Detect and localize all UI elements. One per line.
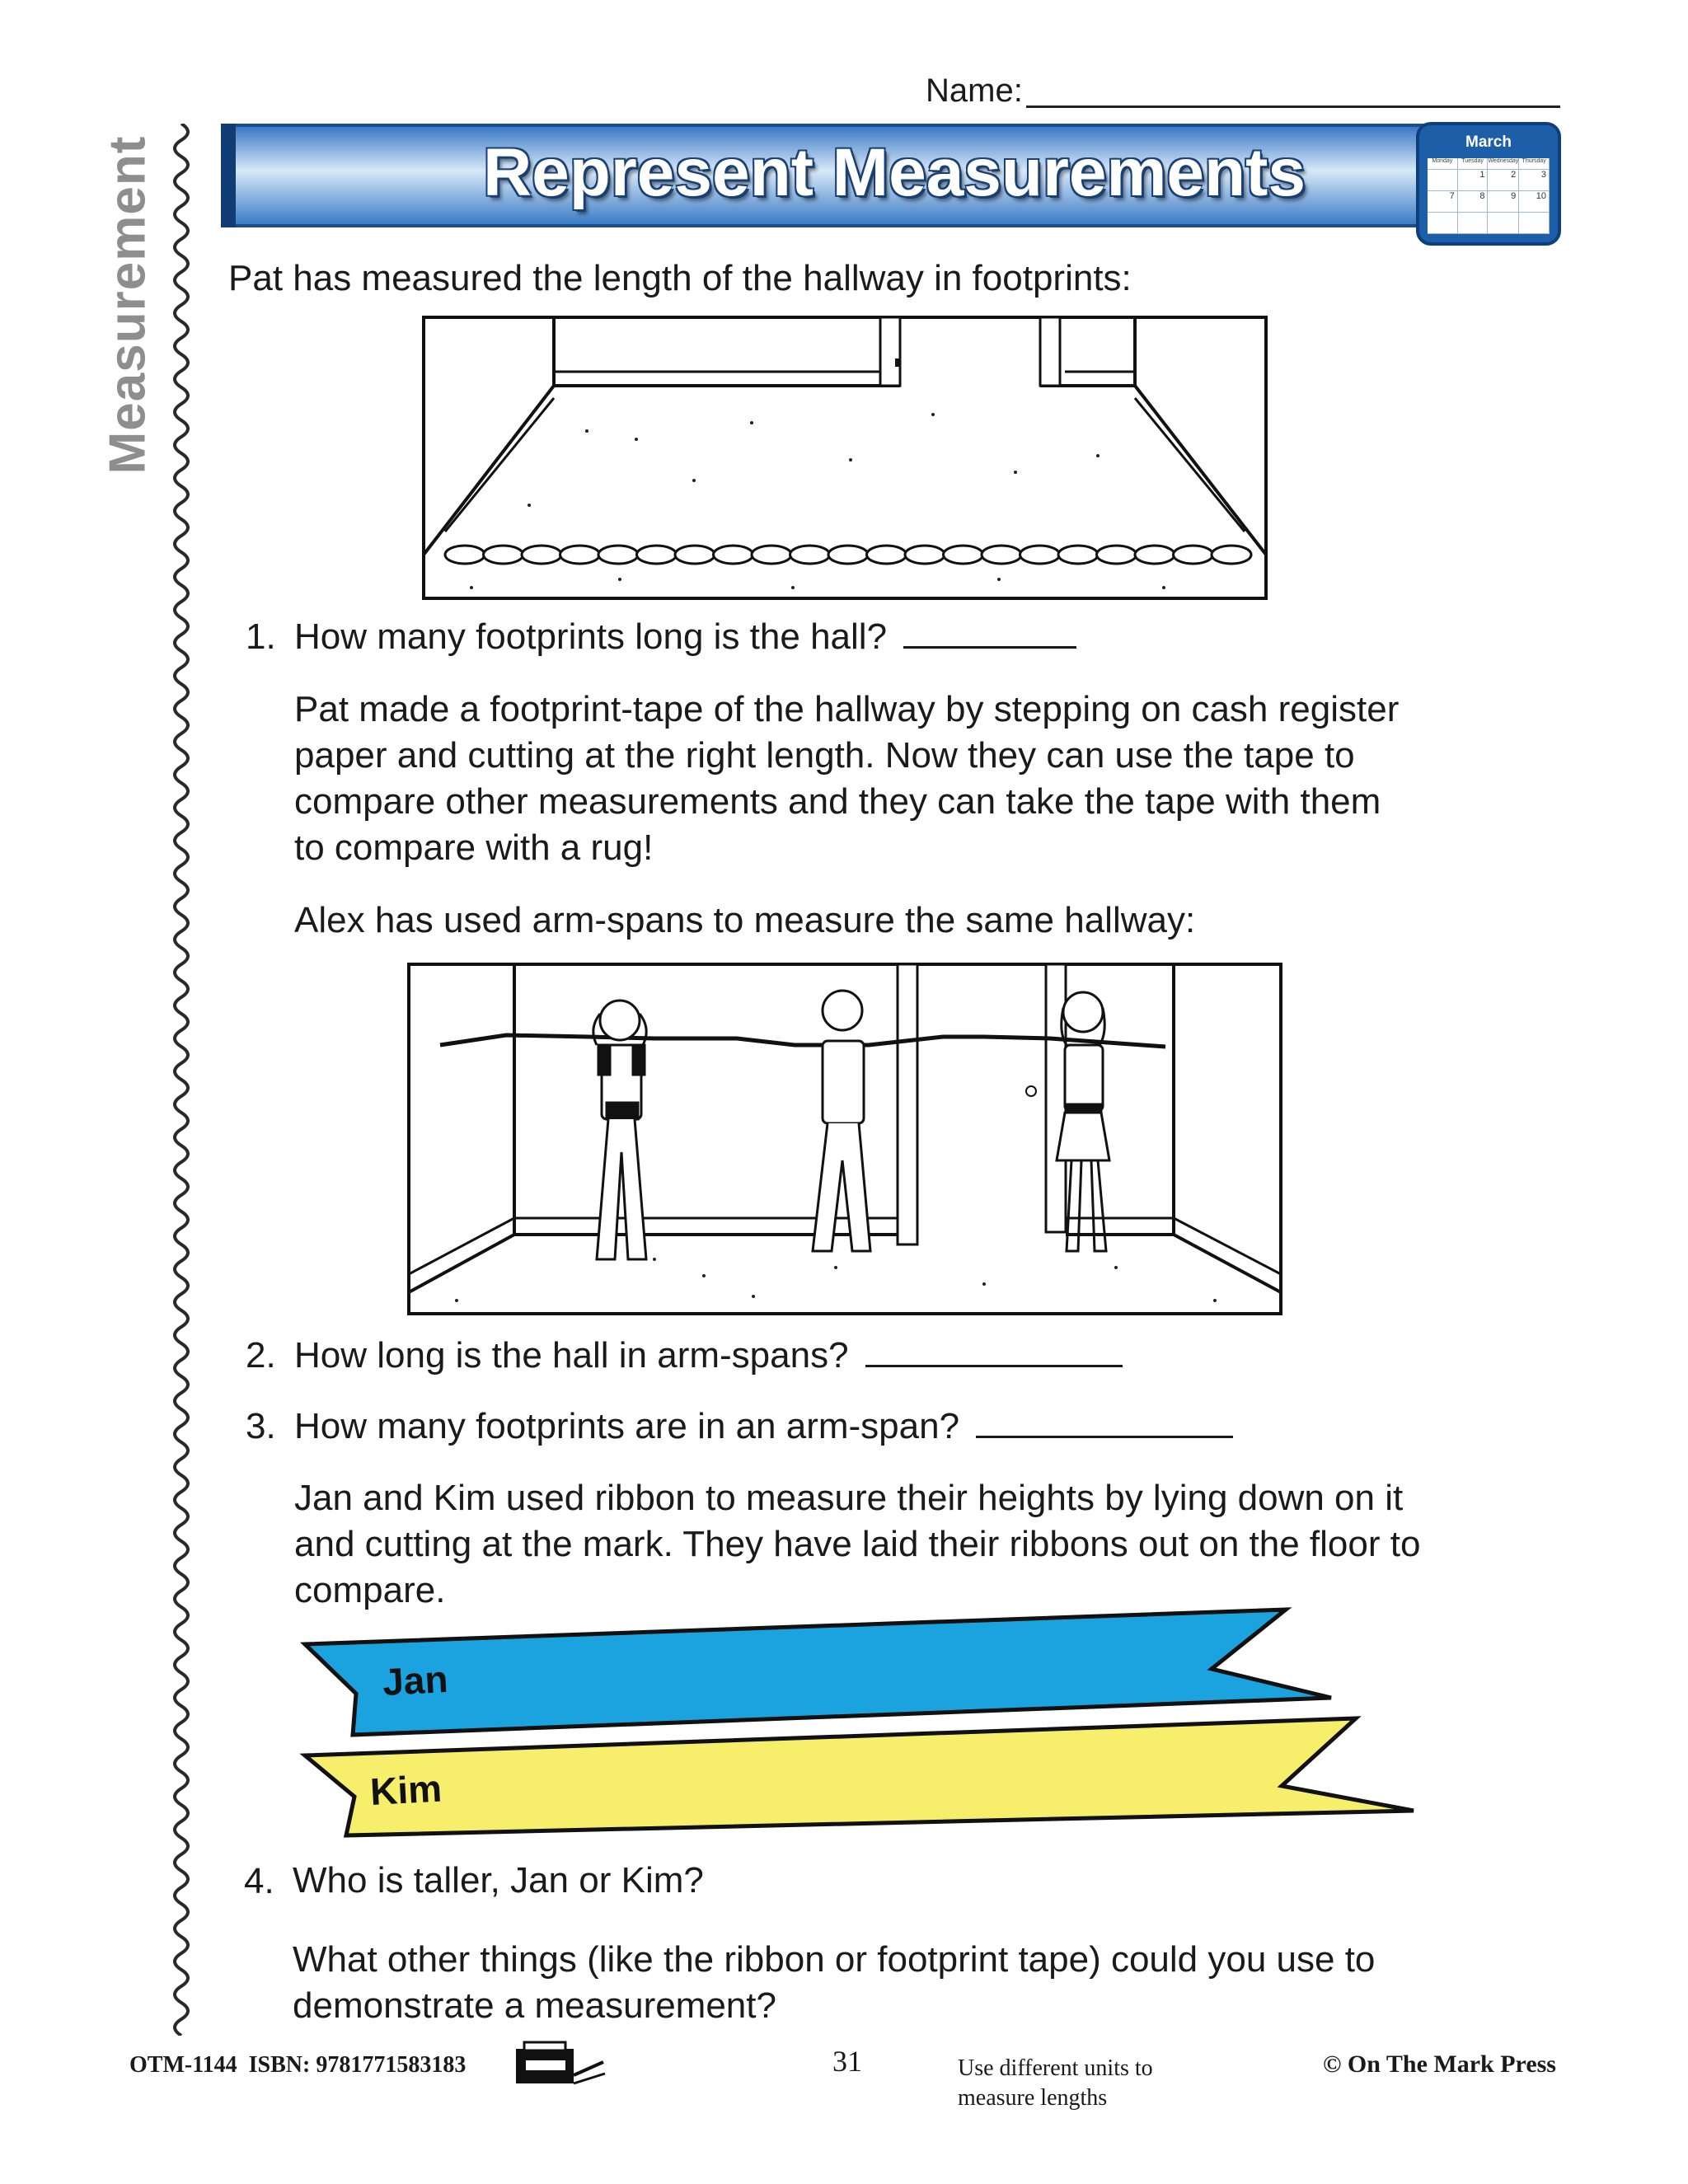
footprint xyxy=(637,546,677,564)
paragraph-footprint-tape xyxy=(294,687,1399,871)
question-1-text: How many footprints long is the hall? xyxy=(294,616,888,657)
photocopier-icon xyxy=(513,2037,612,2088)
footprint xyxy=(1097,546,1137,564)
footer-objective-line: measure lengths xyxy=(958,2085,1108,2111)
calendar-weekday: Monday xyxy=(1428,158,1458,170)
hallway-arm-spans-illustration xyxy=(407,963,1282,1315)
calendar-day: 9 xyxy=(1488,191,1519,213)
footprint xyxy=(522,546,561,564)
copyright: © On The Mark Press xyxy=(1323,2050,1556,2078)
calendar-day: 2 xyxy=(1488,170,1519,191)
footprint xyxy=(1212,546,1251,564)
name-label: Name: xyxy=(926,73,1023,109)
calendar-day xyxy=(1428,213,1458,234)
calendar-weekday: Tuesday xyxy=(1458,158,1489,170)
calendar-day: 1 xyxy=(1458,170,1489,191)
footprint xyxy=(790,546,830,564)
page-number: 31 xyxy=(832,2045,862,2078)
calendar-day xyxy=(1488,213,1519,234)
intro-text: Pat has measured the length of the hallway in footprints: xyxy=(228,258,1132,298)
calendar-grid xyxy=(1428,158,1550,234)
paragraph-line: and cutting at the mark. They have laid their ribbons out on the floor to xyxy=(294,1524,1421,1564)
footprint xyxy=(828,546,868,564)
kim-ribbon xyxy=(305,1718,1414,1835)
calendar-day xyxy=(1458,213,1489,234)
paragraph-line: demonstrate a measurement? xyxy=(293,1985,776,2026)
paragraph-line: What other things (like the ribbon or footprint tape) could you use to xyxy=(293,1939,1376,1980)
answer-3-blank[interactable] xyxy=(976,1403,1233,1438)
footprint xyxy=(675,546,715,564)
question-3-text: How many footprints are in an arm-span? xyxy=(294,1406,960,1446)
paragraph-line: compare. xyxy=(294,1570,446,1610)
paragraph-line: compare other measurements and they can take the tape with them xyxy=(294,781,1381,822)
calendar-day: 10 xyxy=(1519,191,1550,213)
paragraph-line: Jan and Kim used ribbon to measure their heights by lying down on it xyxy=(294,1478,1404,1518)
calendar-icon xyxy=(1416,122,1561,246)
footprint xyxy=(905,546,945,564)
paragraph-line: Pat made a footprint-tape of the hallway by stepping on cash register xyxy=(294,689,1400,729)
footprint xyxy=(714,546,753,564)
answer-2-blank[interactable] xyxy=(865,1332,1123,1367)
paragraph-other-things xyxy=(293,1937,1375,2029)
footprint xyxy=(484,546,523,564)
paragraph-line: to compare with a rug! xyxy=(294,827,654,868)
footprint xyxy=(867,546,907,564)
footprint xyxy=(1135,546,1175,564)
calendar-day: 8 xyxy=(1458,191,1489,213)
footprint xyxy=(1020,546,1060,564)
calendar-month: March xyxy=(1465,134,1512,151)
paragraph-ribbons xyxy=(294,1475,1420,1614)
side-label xyxy=(91,135,165,475)
calendar-weekday: Wednesday xyxy=(1488,158,1519,170)
hallway-footprints-illustration xyxy=(422,316,1268,600)
question-1 xyxy=(294,613,1076,660)
footprint xyxy=(598,546,638,564)
question-2 xyxy=(294,1332,1123,1379)
question-1-number: 1. xyxy=(246,616,276,657)
kim-ribbon-label: Kim xyxy=(368,1766,443,1813)
question-3-number: 3. xyxy=(246,1406,276,1446)
side-label-text: Measurement xyxy=(99,135,157,475)
question-3 xyxy=(294,1403,1233,1450)
paragraph-arm-spans: Alex has used arm-spans to measure the same hallway: xyxy=(294,900,1196,940)
question-2-number: 2. xyxy=(246,1335,276,1376)
jan-ribbon-label: Jan xyxy=(381,1657,449,1704)
question-2-text: How long is the hall in arm-spans? xyxy=(294,1335,849,1376)
page-title: Represent Measurements xyxy=(482,135,1306,210)
footer-objective-line: Use different units to xyxy=(958,2055,1153,2081)
calendar-weekday: Thursday xyxy=(1519,158,1550,170)
name-field[interactable] xyxy=(1026,105,1560,108)
jan-ribbon xyxy=(305,1610,1331,1735)
ribbons-illustration xyxy=(297,1603,1418,1838)
calendar-day xyxy=(1519,213,1550,234)
calendar-day: 7 xyxy=(1428,191,1458,213)
question-4-number: 4. xyxy=(244,1861,274,1901)
footprint xyxy=(1174,546,1213,564)
paragraph-line: paper and cutting at the right length. Now they can use the tape to xyxy=(294,735,1355,776)
wavy-border xyxy=(165,124,198,2036)
footprint xyxy=(982,546,1021,564)
footer-code: OTM-1144 ISBN: 9781771583183 xyxy=(129,2052,467,2078)
footprint xyxy=(560,546,600,564)
calendar-day: 3 xyxy=(1519,170,1550,191)
calendar-day xyxy=(1428,170,1458,191)
footprint xyxy=(1058,546,1098,564)
footer-objective xyxy=(958,2054,1153,2113)
footprint xyxy=(944,546,983,564)
answer-1-blank[interactable] xyxy=(903,613,1076,649)
footprint xyxy=(752,546,791,564)
question-4-text: Who is taller, Jan or Kim? xyxy=(293,1860,704,1900)
footprint xyxy=(445,546,485,564)
